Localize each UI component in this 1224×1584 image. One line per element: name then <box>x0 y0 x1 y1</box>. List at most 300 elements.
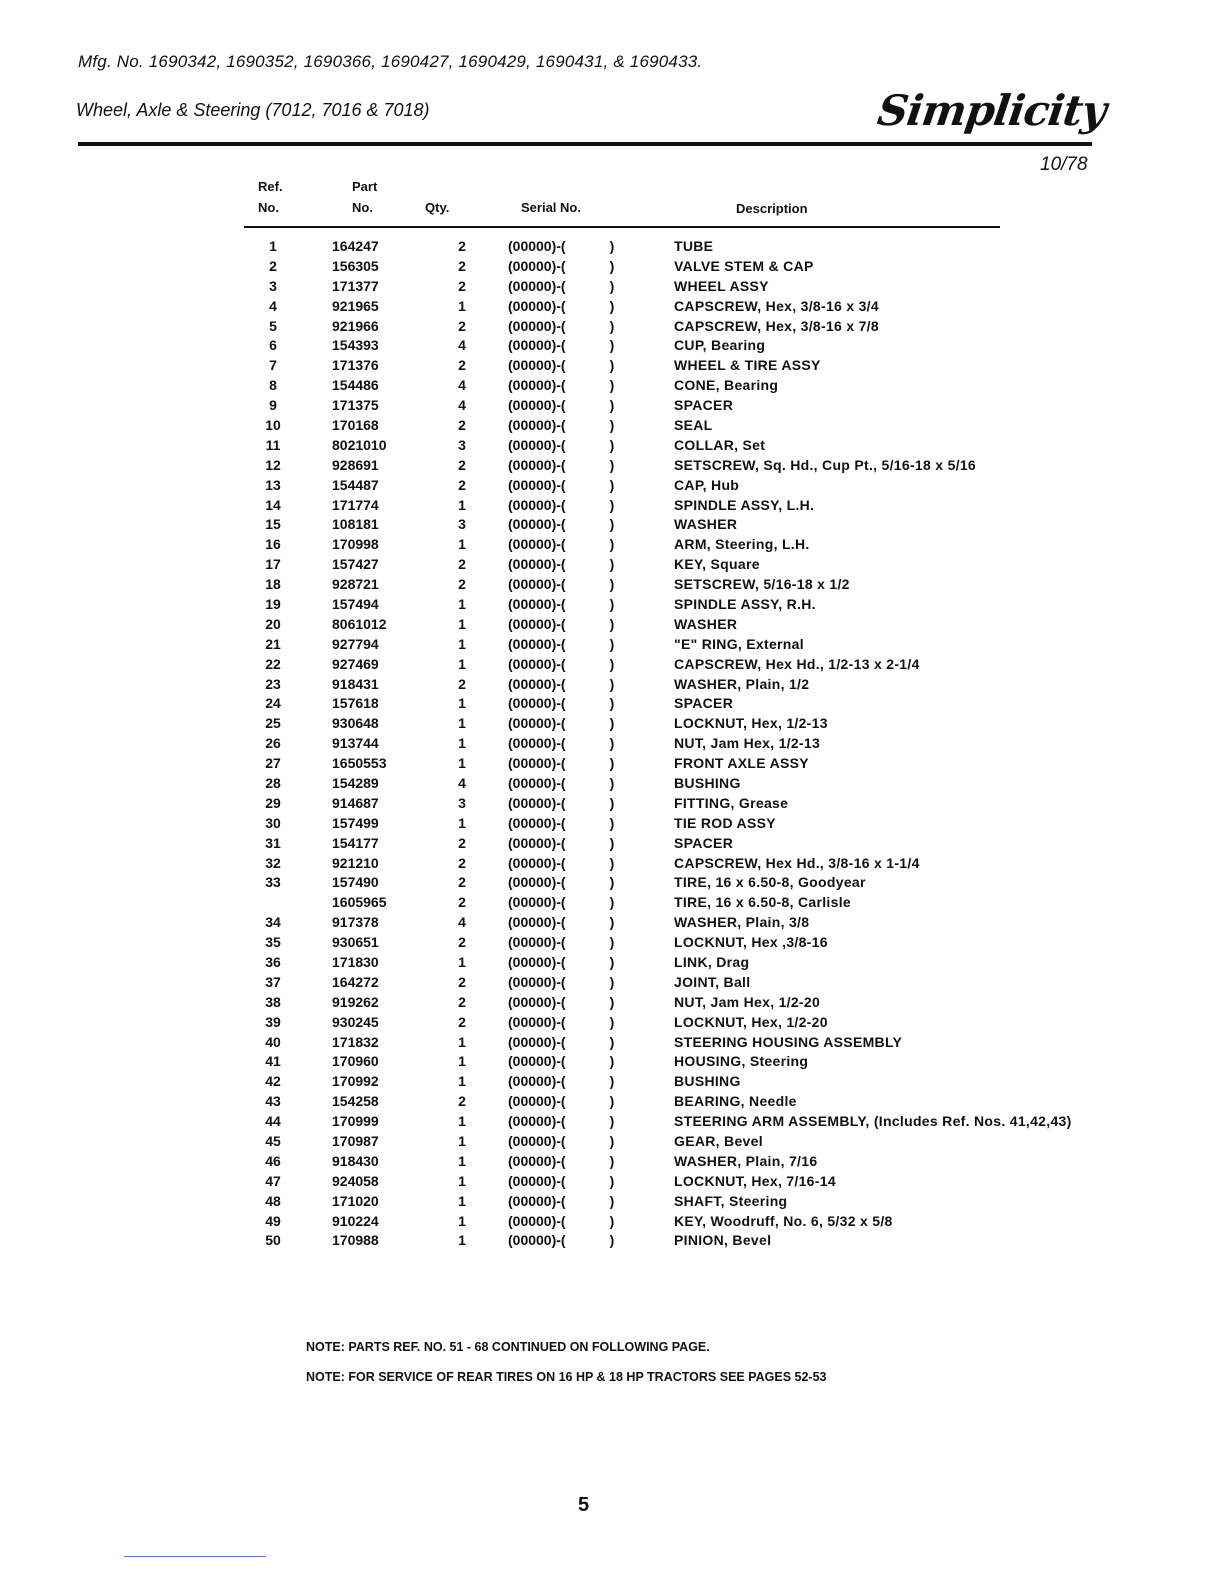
serial-range-end: ) <box>609 894 615 911</box>
qty-cell <box>442 514 482 534</box>
description-cell <box>658 634 1074 654</box>
ref-cell-text: 38 <box>265 993 281 1010</box>
serial-cell <box>482 853 658 873</box>
part-number-cell-text: 170168 <box>332 416 379 433</box>
qty-cell <box>442 1071 482 1091</box>
description-cell <box>658 435 1074 455</box>
part-number-cell-text: 928721 <box>332 576 379 593</box>
serial-cell <box>482 1211 658 1231</box>
qty-cell-text: 1 <box>458 1192 466 1209</box>
description-cell-text: CONE, Bearing <box>674 377 779 394</box>
qty-cell <box>442 972 482 992</box>
ref-cell-text: 9 <box>269 397 277 414</box>
serial-range-start: (00000)-( <box>508 973 566 990</box>
ref-cell <box>244 1091 302 1111</box>
ref-cell-text: 37 <box>265 973 281 990</box>
serial-range-end: ) <box>609 496 615 513</box>
description-cell-text: ARM, Steering, L.H. <box>674 536 810 553</box>
serial-range-start: (00000)-( <box>508 1113 566 1130</box>
serial-range-start: (00000)-( <box>508 536 566 553</box>
qty-cell-text: 1 <box>458 655 466 672</box>
qty-cell-text: 2 <box>458 854 466 871</box>
qty-cell-text: 1 <box>458 1212 466 1229</box>
part-number-cell-text: 154177 <box>332 834 379 851</box>
description-cell <box>658 296 1074 316</box>
serial-cell <box>482 1171 658 1191</box>
description-cell-text: TIRE, 16 x 6.50-8, Carlisle <box>674 894 851 911</box>
part-number-cell-text: 927794 <box>332 635 379 652</box>
serial-cell <box>482 1231 658 1251</box>
serial-cell <box>482 236 658 256</box>
qty-cell-text: 3 <box>458 516 466 533</box>
serial-range-start: (00000)-( <box>508 317 566 334</box>
ref-cell <box>244 594 302 614</box>
ref-cell <box>244 554 302 574</box>
qty-cell <box>442 693 482 713</box>
ref-cell-text: 21 <box>265 635 281 652</box>
qty-cell <box>442 1111 482 1131</box>
table-row <box>244 1012 1074 1032</box>
description-cell <box>658 813 1074 833</box>
serial-range-end: ) <box>609 1172 615 1189</box>
table-row <box>244 733 1074 753</box>
qty-cell-text: 4 <box>458 774 466 791</box>
table-row <box>244 435 1074 455</box>
qty-cell <box>442 276 482 296</box>
ref-cell <box>244 1231 302 1251</box>
serial-range-end: ) <box>609 436 615 453</box>
ref-cell-text: 43 <box>265 1093 281 1110</box>
ref-cell <box>244 1032 302 1052</box>
part-number-cell <box>302 1052 442 1072</box>
description-cell <box>658 892 1074 912</box>
serial-range-end: ) <box>609 277 615 294</box>
description-cell <box>658 972 1074 992</box>
part-number-cell-text: 921210 <box>332 854 379 871</box>
ref-cell-text: 27 <box>265 755 281 772</box>
part-number-cell <box>302 614 442 634</box>
qty-cell <box>442 753 482 773</box>
qty-cell <box>442 634 482 654</box>
serial-range-end: ) <box>609 1192 615 1209</box>
serial-cell <box>482 395 658 415</box>
serial-range-end: ) <box>609 595 615 612</box>
serial-cell <box>482 316 658 336</box>
serial-cell <box>482 1012 658 1032</box>
description-cell <box>658 713 1074 733</box>
serial-range-start: (00000)-( <box>508 456 566 473</box>
serial-cell <box>482 892 658 912</box>
serial-range-start: (00000)-( <box>508 1013 566 1030</box>
serial-range-end: ) <box>609 774 615 791</box>
ref-cell <box>244 992 302 1012</box>
qty-cell-text: 1 <box>458 755 466 772</box>
serial-range-start: (00000)-( <box>508 1192 566 1209</box>
description-cell-text: WASHER <box>674 516 738 533</box>
serial-cell <box>482 952 658 972</box>
description-cell-text: GEAR, Bevel <box>674 1133 763 1150</box>
table-row <box>244 952 1074 972</box>
description-cell-text: NUT, Jam Hex, 1/2-20 <box>674 993 821 1010</box>
col-header-ref: Ref. No. <box>258 179 283 215</box>
qty-cell <box>442 853 482 873</box>
ref-cell <box>244 435 302 455</box>
serial-cell <box>482 813 658 833</box>
part-number-cell-text: 164247 <box>332 237 379 254</box>
ref-cell <box>244 534 302 554</box>
description-cell <box>658 753 1074 773</box>
qty-cell-text: 2 <box>458 834 466 851</box>
part-number-cell <box>302 355 442 375</box>
serial-cell <box>482 833 658 853</box>
notes <box>306 1340 827 1400</box>
ref-cell <box>244 1111 302 1131</box>
qty-cell <box>442 773 482 793</box>
part-number-cell-text: 154487 <box>332 476 379 493</box>
qty-cell-text: 1 <box>458 814 466 831</box>
description-cell <box>658 654 1074 674</box>
serial-range-end: ) <box>609 874 615 891</box>
part-number-cell-text: 156305 <box>332 257 379 274</box>
qty-cell-text: 2 <box>458 556 466 573</box>
qty-cell <box>442 654 482 674</box>
ref-cell-text: 17 <box>265 556 281 573</box>
part-number-cell-text: 164272 <box>332 973 379 990</box>
ref-cell-text: 14 <box>265 496 281 513</box>
qty-cell-text: 1 <box>458 735 466 752</box>
ref-cell-text: 48 <box>265 1192 281 1209</box>
part-number-cell-text: 171375 <box>332 397 379 414</box>
serial-cell <box>482 793 658 813</box>
serial-range-end: ) <box>609 1013 615 1030</box>
serial-range-end: ) <box>609 794 615 811</box>
part-number-cell <box>302 375 442 395</box>
part-number-cell-text: 8021010 <box>332 436 387 453</box>
part-number-cell <box>302 1151 442 1171</box>
serial-range-end: ) <box>609 357 615 374</box>
qty-cell-text: 2 <box>458 576 466 593</box>
serial-range-start: (00000)-( <box>508 436 566 453</box>
part-number-cell <box>302 713 442 733</box>
qty-cell-text: 4 <box>458 377 466 394</box>
serial-range-end: ) <box>609 755 615 772</box>
description-cell-text: WHEEL & TIRE ASSY <box>674 357 821 374</box>
qty-cell <box>442 296 482 316</box>
description-cell-text: BUSHING <box>674 774 741 791</box>
description-cell-text: COLLAR, Set <box>674 436 766 453</box>
column-header-rule <box>244 226 1000 228</box>
table-row <box>244 713 1074 733</box>
description-cell-text: STEERING HOUSING ASSEMBLY <box>674 1033 903 1050</box>
ref-cell-text: 40 <box>265 1033 281 1050</box>
ref-cell-text: 4 <box>269 297 277 314</box>
serial-cell <box>482 1111 658 1131</box>
ref-cell <box>244 952 302 972</box>
serial-range-end: ) <box>609 576 615 593</box>
part-number-cell-text: 930651 <box>332 934 379 951</box>
mfg-numbers: Mfg. No. 1690342, 1690352, 1690366, 1690427, 1690429, 1690431, & 1690433. <box>78 52 703 71</box>
serial-range-start: (00000)-( <box>508 1073 566 1090</box>
description-cell <box>658 554 1074 574</box>
ref-cell-text: 44 <box>265 1113 281 1130</box>
ref-cell-text: 36 <box>265 954 281 970</box>
ref-cell-text: 49 <box>265 1212 281 1229</box>
qty-cell-text: 2 <box>458 934 466 951</box>
qty-cell-text: 1 <box>458 1033 466 1050</box>
ref-cell-text: 28 <box>265 774 281 791</box>
serial-cell <box>482 733 658 753</box>
qty-cell <box>442 316 482 336</box>
qty-cell-text: 2 <box>458 237 466 254</box>
part-number-cell <box>302 992 442 1012</box>
serial-cell <box>482 355 658 375</box>
description-cell-text: LOCKNUT, Hex, 1/2-13 <box>674 715 828 732</box>
serial-range-start: (00000)-( <box>508 1152 566 1169</box>
qty-cell-text: 2 <box>458 317 466 334</box>
table-row <box>244 992 1074 1012</box>
serial-cell <box>482 1052 658 1072</box>
description-cell-text: WASHER <box>674 615 738 632</box>
ref-cell-text: 25 <box>265 715 281 732</box>
table-row <box>244 495 1074 515</box>
ref-cell-text: 2 <box>269 257 277 274</box>
description-cell <box>658 316 1074 336</box>
part-number-cell-text: 930648 <box>332 715 379 732</box>
serial-range-start: (00000)-( <box>508 1212 566 1229</box>
serial-cell <box>482 634 658 654</box>
description-cell <box>658 1012 1074 1032</box>
qty-cell-text: 1 <box>458 695 466 712</box>
part-number-cell <box>302 1171 442 1191</box>
ref-cell <box>244 873 302 893</box>
serial-cell <box>482 415 658 435</box>
table-row <box>244 1231 1074 1251</box>
part-number-cell-text: 919262 <box>332 993 379 1010</box>
serial-range-start: (00000)-( <box>508 615 566 632</box>
description-cell <box>658 693 1074 713</box>
table-row <box>244 892 1074 912</box>
part-number-cell-text: 170992 <box>332 1073 379 1090</box>
ref-cell <box>244 1131 302 1151</box>
table-row <box>244 415 1074 435</box>
description-cell-text: JOINT, Ball <box>674 973 751 990</box>
serial-range-start: (00000)-( <box>508 416 566 433</box>
part-number-cell <box>302 1111 442 1131</box>
table-row <box>244 1111 1074 1131</box>
qty-cell-text: 1 <box>458 1113 466 1130</box>
part-number-cell <box>302 1131 442 1151</box>
qty-cell-text: 1 <box>458 1152 466 1169</box>
part-number-cell-text: 170999 <box>332 1113 379 1130</box>
serial-cell <box>482 475 658 495</box>
ref-cell <box>244 296 302 316</box>
description-cell <box>658 793 1074 813</box>
qty-cell <box>442 833 482 853</box>
part-number-cell-text: 157499 <box>332 814 379 831</box>
ref-cell <box>244 713 302 733</box>
table-row <box>244 853 1074 873</box>
revision-date: 10/78 <box>1040 154 1088 175</box>
part-number-cell <box>302 932 442 952</box>
serial-cell <box>482 495 658 515</box>
serial-cell <box>482 773 658 793</box>
part-number-cell <box>302 395 442 415</box>
description-cell <box>658 475 1074 495</box>
description-cell <box>658 1052 1074 1072</box>
qty-cell-text: 2 <box>458 277 466 294</box>
table-row <box>244 753 1074 773</box>
table-row <box>244 534 1074 554</box>
qty-cell-text: 2 <box>458 973 466 990</box>
col-header-serial: Serial No. <box>521 200 581 215</box>
part-number-cell <box>302 554 442 574</box>
description-cell-text: SETSCREW, Sq. Hd., Cup Pt., 5/16-18 x 5/16 <box>674 456 977 473</box>
part-number-cell-text: 1650553 <box>332 755 387 772</box>
ref-cell-text: 47 <box>265 1172 281 1189</box>
description-cell-text: SPINDLE ASSY, L.H. <box>674 496 815 513</box>
description-cell-text: CAPSCREW, Hex Hd., 1/2-13 x 2-1/4 <box>674 655 920 672</box>
qty-cell <box>442 594 482 614</box>
part-number-cell <box>302 574 442 594</box>
serial-range-start: (00000)-( <box>508 914 566 931</box>
description-cell-text: KEY, Square <box>674 556 760 573</box>
description-cell-text: CAP, Hub <box>674 476 740 493</box>
description-cell-text: CAPSCREW, Hex Hd., 3/8-16 x 1-1/4 <box>674 854 920 871</box>
table-row <box>244 316 1074 336</box>
part-number-cell-text: 170987 <box>332 1133 379 1150</box>
ref-cell-text: 30 <box>265 814 281 831</box>
description-cell-text: "E" RING, External <box>674 635 804 652</box>
ref-cell <box>244 972 302 992</box>
serial-cell <box>482 1032 658 1052</box>
description-cell-text: CUP, Bearing <box>674 337 766 354</box>
serial-range-end: ) <box>609 1053 615 1070</box>
ref-cell <box>244 475 302 495</box>
serial-range-end: ) <box>609 1073 615 1090</box>
qty-cell <box>442 435 482 455</box>
description-cell <box>658 1151 1074 1171</box>
description-cell <box>658 674 1074 694</box>
qty-cell-text: 1 <box>458 595 466 612</box>
ref-cell <box>244 236 302 256</box>
ref-cell <box>244 276 302 296</box>
qty-cell-text: 2 <box>458 476 466 493</box>
description-cell <box>658 992 1074 1012</box>
header-rule <box>78 142 1092 146</box>
part-number-cell-text: 913744 <box>332 735 379 752</box>
ref-cell <box>244 375 302 395</box>
description-cell <box>658 236 1074 256</box>
ref-cell <box>244 833 302 853</box>
qty-cell <box>442 1052 482 1072</box>
ref-cell <box>244 1071 302 1091</box>
table-row <box>244 1211 1074 1231</box>
serial-cell <box>482 1191 658 1211</box>
serial-cell <box>482 554 658 574</box>
part-number-cell <box>302 733 442 753</box>
part-number-cell-text: 154258 <box>332 1093 379 1110</box>
qty-cell <box>442 952 482 972</box>
description-cell <box>658 1071 1074 1091</box>
serial-cell <box>482 654 658 674</box>
serial-range-end: ) <box>609 854 615 871</box>
description-cell <box>658 355 1074 375</box>
brand-logo: Simplicity <box>874 86 1109 135</box>
qty-cell <box>442 813 482 833</box>
description-cell <box>658 574 1074 594</box>
part-number-cell <box>302 833 442 853</box>
qty-cell <box>442 892 482 912</box>
description-cell <box>658 455 1074 475</box>
ref-cell <box>244 256 302 276</box>
description-cell-text: BUSHING <box>674 1073 741 1090</box>
serial-cell <box>482 873 658 893</box>
part-number-cell-text: 170988 <box>332 1232 379 1249</box>
qty-cell-text: 2 <box>458 993 466 1010</box>
ref-cell <box>244 355 302 375</box>
serial-range-start: (00000)-( <box>508 635 566 652</box>
ref-cell-text: 23 <box>265 675 281 692</box>
qty-cell <box>442 1091 482 1111</box>
part-number-cell-text: 157494 <box>332 595 379 612</box>
qty-cell <box>442 554 482 574</box>
serial-cell <box>482 276 658 296</box>
description-cell <box>658 773 1074 793</box>
serial-range-start: (00000)-( <box>508 993 566 1010</box>
description-cell-text: SPACER <box>674 695 734 712</box>
ref-cell-text: 18 <box>265 576 281 593</box>
ref-cell-text: 39 <box>265 1013 281 1030</box>
description-cell <box>658 1111 1074 1131</box>
serial-cell <box>482 932 658 952</box>
ref-cell-text: 33 <box>265 874 281 891</box>
serial-range-start: (00000)-( <box>508 377 566 394</box>
serial-range-end: ) <box>609 655 615 672</box>
ref-cell-text: 41 <box>265 1053 281 1070</box>
ref-cell-text: 22 <box>265 655 281 672</box>
part-number-cell-text: 171830 <box>332 954 379 970</box>
serial-range-start: (00000)-( <box>508 894 566 911</box>
qty-cell <box>442 1211 482 1231</box>
table-row <box>244 335 1074 355</box>
serial-range-end: ) <box>609 456 615 473</box>
serial-range-start: (00000)-( <box>508 854 566 871</box>
page-number: 5 <box>578 1494 590 1516</box>
description-cell <box>658 614 1074 634</box>
table-row <box>244 594 1074 614</box>
part-number-cell-text: 154486 <box>332 377 379 394</box>
description-cell-text: VALVE STEM & CAP <box>674 257 814 274</box>
qty-cell <box>442 873 482 893</box>
part-number-cell <box>302 813 442 833</box>
serial-range-end: ) <box>609 735 615 752</box>
serial-range-end: ) <box>609 1212 615 1229</box>
table-row <box>244 574 1074 594</box>
serial-range-end: ) <box>609 1033 615 1050</box>
table-row <box>244 375 1074 395</box>
table-row <box>244 693 1074 713</box>
part-number-cell <box>302 773 442 793</box>
part-number-cell <box>302 634 442 654</box>
qty-cell-text: 2 <box>458 416 466 433</box>
serial-range-end: ) <box>609 476 615 493</box>
qty-cell <box>442 1151 482 1171</box>
ref-cell <box>244 335 302 355</box>
qty-cell <box>442 455 482 475</box>
part-number-cell <box>302 514 442 534</box>
serial-range-start: (00000)-( <box>508 1232 566 1249</box>
description-cell-text: WASHER, Plain, 1/2 <box>674 675 810 692</box>
